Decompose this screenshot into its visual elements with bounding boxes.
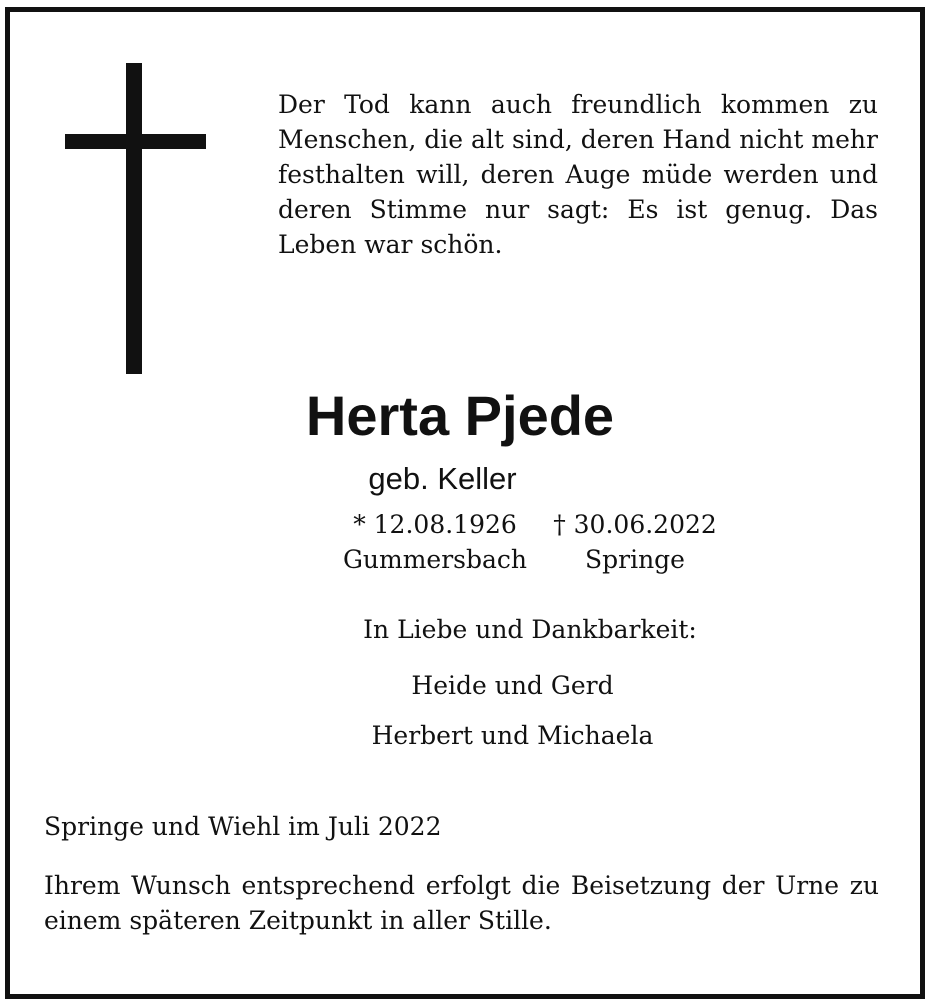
mourner-name: Heide und Gerd	[411, 671, 614, 700]
mourner-name: Herbert und Michaela	[371, 721, 654, 750]
death-place: Springe	[585, 545, 685, 574]
deceased-name: Herta Pjede	[305, 384, 615, 447]
birth-column	[335, 507, 535, 577]
birth-place: Gummersbach	[342, 545, 528, 574]
death-column	[550, 507, 720, 577]
burial-note: Ihrem Wunsch entsprechend erfolgt die Beisetzung der Urne zu einem späteren Zeitpunkt in aller Stille.	[44, 871, 879, 935]
life-dates	[335, 507, 735, 587]
cross-vertical-beam	[126, 63, 142, 374]
mourners-intro: In Liebe und Dankbarkeit:	[363, 615, 697, 644]
birth-date: * 12.08.1926	[353, 510, 517, 539]
death-date: † 30.06.2022	[553, 510, 717, 539]
cross-horizontal-beam	[65, 134, 206, 149]
maiden-name: geb. Keller	[368, 461, 517, 496]
memorial-quote: Der Tod kann auch freundlich kommen zu Menschen, die alt sind, deren Hand nicht mehr festhalten will, deren Auge müde werden und deren Stimme nur sagt: Es ist genug. Das Leben war schön.	[278, 90, 878, 259]
place-and-date: Springe und Wiehl im Juli 2022	[44, 812, 442, 841]
